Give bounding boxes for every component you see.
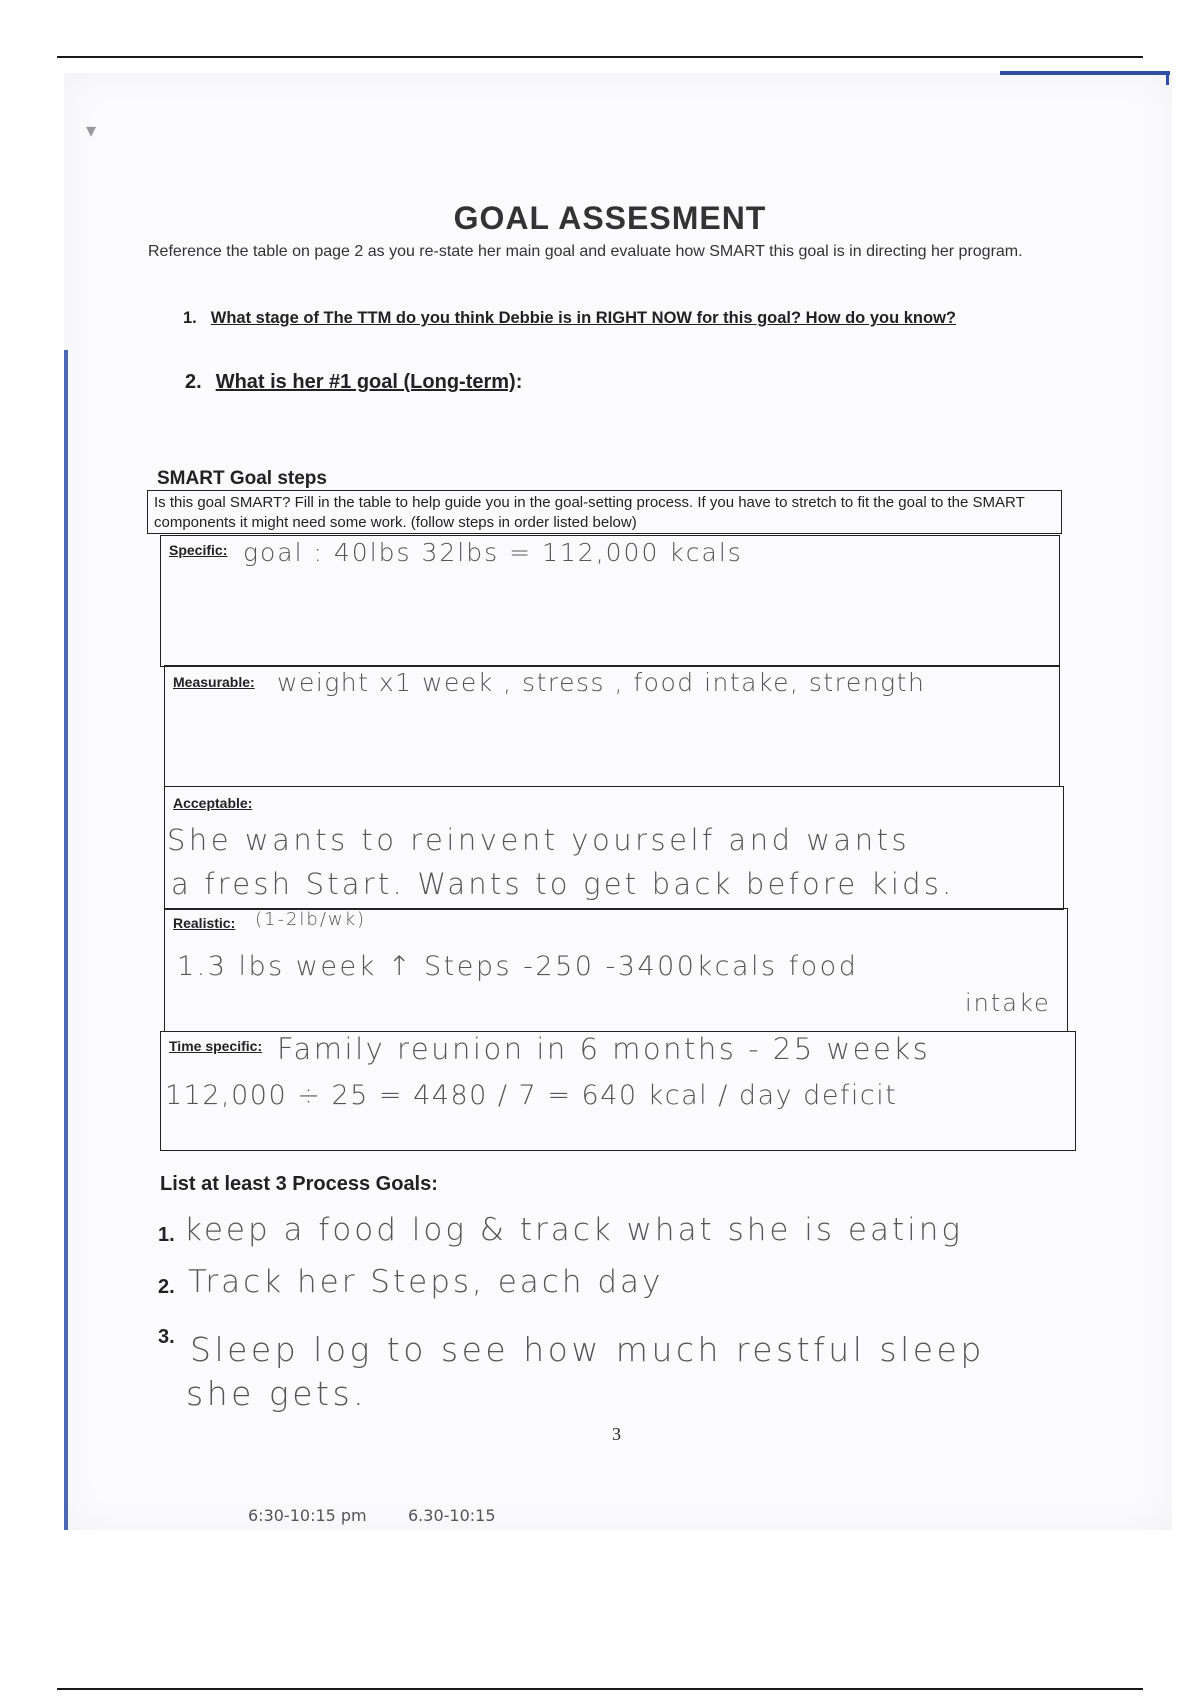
- bottom-cut-text-b: 6.30-10:15: [408, 1506, 496, 1525]
- measurable-cell: [164, 665, 1060, 787]
- realistic-label: Realistic:: [173, 915, 236, 931]
- measurable-answer: weight x1 week , stress , food intake, strength: [277, 668, 926, 697]
- process-goal-2-number: 2.: [158, 1276, 175, 1298]
- page-title: GOAL ASSESMENT: [453, 200, 767, 236]
- time-specific-answer-line-2: 112,000 ÷ 25 = 4480 / 7 = 640 kcal / day deficit: [165, 1080, 898, 1111]
- specific-label: Specific:: [169, 542, 228, 558]
- specific-answer: goal : 40lbs 32lbs = 112,000 kcals: [243, 538, 743, 567]
- process-goal-3-answer-line-2: she gets.: [186, 1374, 368, 1413]
- question-1: [183, 309, 956, 328]
- question-1-text: What stage of The TTM do you think Debbie is in RIGHT NOW for this goal? How do you know?: [210, 309, 956, 327]
- question-2-text: What is her #1 goal (Long-term): [215, 371, 516, 393]
- acceptable-label: Acceptable:: [173, 795, 253, 811]
- scan-edge-left: [64, 350, 68, 1530]
- process-goal-3-number: 3.: [158, 1326, 175, 1348]
- time-specific-cell: [160, 1031, 1076, 1151]
- realistic-note: (1-2lb/wk): [255, 909, 367, 930]
- top-rule: [57, 56, 1143, 58]
- question-1-number: 1.: [183, 309, 197, 327]
- bottom-cut-text-a: 6:30-10:15 pm: [248, 1506, 367, 1525]
- process-goal-1-answer: keep a food log & track what she is eating: [184, 1212, 963, 1248]
- process-goal-1-number: 1.: [158, 1224, 175, 1246]
- page-number: 3: [612, 1424, 621, 1444]
- measurable-label: Measurable:: [173, 674, 255, 690]
- bottom-rule: [57, 1688, 1143, 1690]
- time-specific-answer-line-1: Family reunion in 6 months - 25 weeks: [277, 1032, 931, 1066]
- specific-cell: [160, 535, 1060, 667]
- intro-text: Reference the table on page 2 as you re-state her main goal and evaluate how SMART this goal is in directing her program.: [148, 243, 1023, 260]
- question-2-number: 2.: [185, 371, 202, 393]
- process-goal-2-answer: Track her Steps, each day: [188, 1264, 664, 1300]
- scan-edge-top: [1000, 71, 1170, 75]
- realistic-cell: [164, 908, 1068, 1032]
- process-goal-3-answer-line-1: Sleep log to see how much restful sleep: [190, 1330, 985, 1369]
- smart-heading: SMART Goal steps: [157, 468, 327, 489]
- smart-note: Is this goal SMART? Fill in the table to help guide you in the goal-setting process. If you have to stretch to fit the goal to the SMART components it might need some work. (follow steps in order listed below): [147, 490, 1062, 534]
- realistic-answer-line-2: intake: [965, 989, 1051, 1017]
- question-2: [185, 371, 522, 394]
- realistic-answer-line-1: 1.3 lbs week ↑ Steps -250 -3400kcals food: [177, 951, 859, 982]
- scan-edge-right: [1166, 71, 1169, 85]
- acceptable-answer-line-1: She wants to reinvent yourself and wants: [167, 823, 911, 857]
- process-goals-heading: List at least 3 Process Goals:: [160, 1173, 438, 1195]
- acceptable-answer-line-2: a fresh Start. Wants to get back before kids.: [171, 867, 955, 901]
- acceptable-cell: [164, 786, 1064, 910]
- scan-mark: ▾: [86, 120, 97, 142]
- question-2-suffix: :: [515, 371, 523, 393]
- time-specific-label: Time specific:: [169, 1038, 263, 1054]
